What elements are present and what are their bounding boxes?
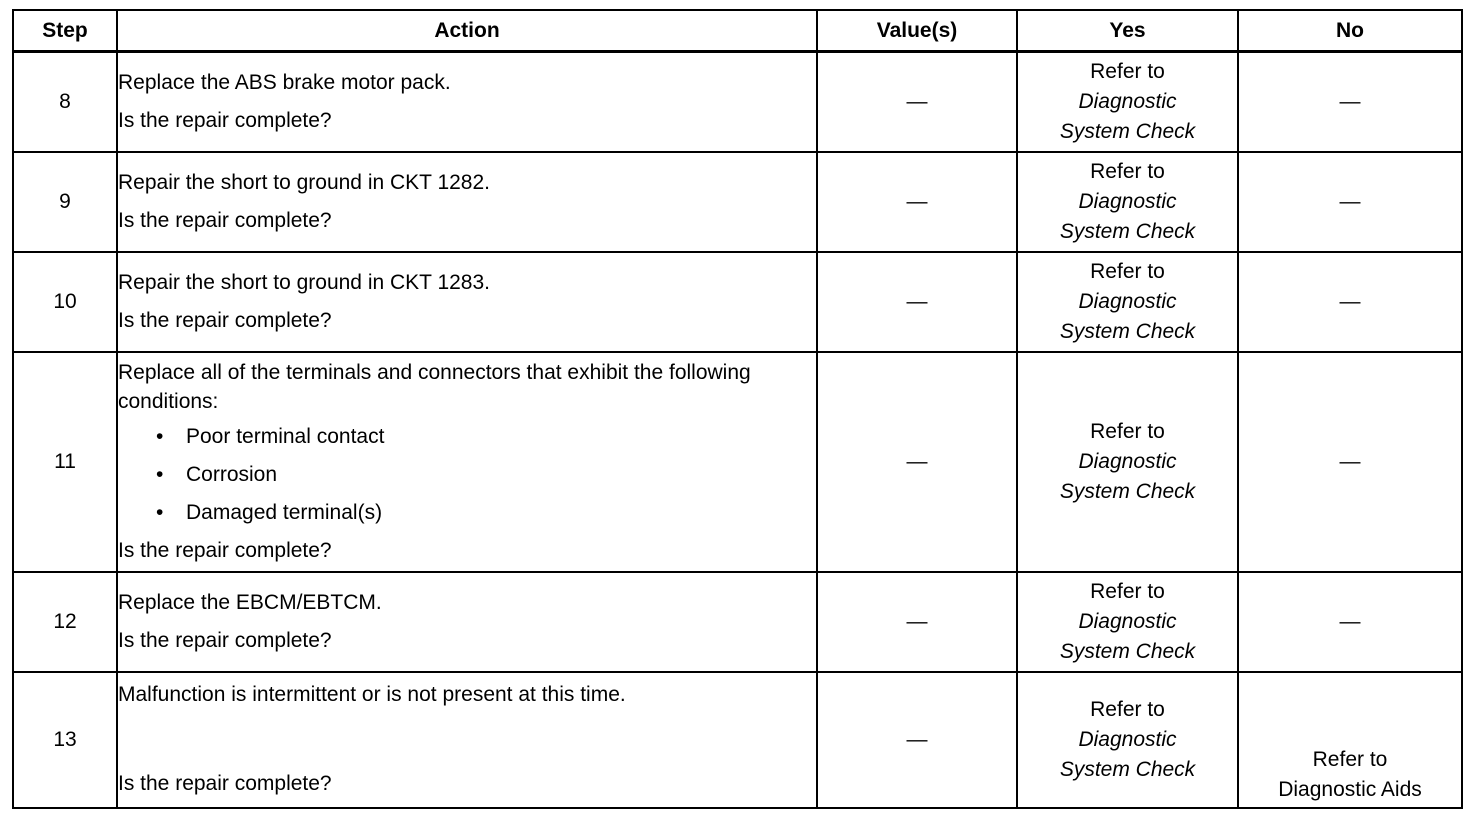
values-cell: —	[817, 52, 1017, 152]
table-body	[13, 52, 1462, 808]
yes-ref-line-2: System Check	[1059, 219, 1196, 243]
step-number: 11	[13, 352, 117, 572]
header-row	[13, 10, 1462, 52]
yes-ref-line-1: Diagnostic	[1078, 727, 1177, 751]
diagnostic-table	[12, 9, 1463, 809]
no-cell: —	[1238, 572, 1462, 672]
condition-list	[118, 422, 816, 528]
table-row	[13, 152, 1462, 252]
yes-ref-line-1: Diagnostic	[1078, 609, 1177, 633]
no-refer-to: Refer to	[1312, 747, 1388, 771]
yes-cell	[1017, 52, 1238, 152]
yes-ref-line-2: System Check	[1059, 319, 1196, 343]
yes-ref-line-2: System Check	[1059, 479, 1196, 503]
bullet-icon: •	[156, 500, 164, 524]
action-text: Replace the ABS brake motor pack.	[118, 70, 451, 94]
action-question: Is the repair complete?	[118, 108, 332, 132]
condition-label: Poor terminal contact	[186, 424, 385, 448]
header-yes: Yes	[1017, 10, 1238, 52]
action-question: Is the repair complete?	[118, 628, 332, 652]
yes-refer-to: Refer to	[1090, 419, 1165, 443]
action-cell	[117, 252, 817, 352]
header-values: Value(s)	[817, 10, 1017, 52]
table-row	[13, 672, 1462, 808]
header-action: Action	[117, 10, 817, 52]
step-number: 12	[13, 572, 117, 672]
yes-ref-line-1: Diagnostic	[1078, 189, 1177, 213]
yes-cell	[1017, 672, 1238, 808]
condition-label: Damaged terminal(s)	[186, 500, 383, 524]
step-number: 10	[13, 252, 117, 352]
action-cell	[117, 352, 817, 572]
no-cell: —	[1238, 52, 1462, 152]
yes-ref-line-1: Diagnostic	[1078, 289, 1177, 313]
values-cell: —	[817, 572, 1017, 672]
no-cell: —	[1238, 252, 1462, 352]
action-question: Is the repair complete?	[118, 308, 332, 332]
table-row	[13, 252, 1462, 352]
yes-refer-to: Refer to	[1090, 697, 1165, 721]
header-step: Step	[13, 10, 117, 52]
step-number: 9	[13, 152, 117, 252]
yes-ref-line-2: System Check	[1059, 639, 1196, 663]
action-text: Repair the short to ground in CKT 1282.	[118, 170, 491, 194]
action-spacer	[118, 710, 816, 769]
action-cell	[117, 572, 817, 672]
values-cell: —	[817, 352, 1017, 572]
yes-refer-to: Refer to	[1090, 579, 1165, 603]
action-question: Is the repair complete?	[118, 538, 332, 562]
yes-ref-line-1: Diagnostic	[1078, 449, 1177, 473]
action-question: Is the repair complete?	[118, 772, 332, 795]
table-row	[13, 352, 1462, 572]
bullet-icon: •	[156, 424, 164, 448]
yes-ref-line-2: System Check	[1059, 757, 1196, 781]
yes-refer-to: Refer to	[1090, 259, 1165, 283]
yes-refer-to: Refer to	[1090, 159, 1165, 183]
action-intro: Replace all of the terminals and connectors that exhibit the following conditions:	[118, 360, 751, 413]
action-text: Replace the EBCM/EBTCM.	[118, 590, 382, 614]
yes-cell	[1017, 352, 1238, 572]
values-cell: —	[817, 672, 1017, 808]
table-header	[13, 10, 1462, 52]
no-cell	[1238, 672, 1462, 808]
table-row	[13, 52, 1462, 152]
yes-ref-line-2: System Check	[1059, 119, 1196, 143]
no-cell: —	[1238, 352, 1462, 572]
list-item	[156, 460, 816, 490]
bullet-icon: •	[156, 462, 164, 486]
action-text: Repair the short to ground in CKT 1283.	[118, 270, 491, 294]
action-question: Is the repair complete?	[118, 208, 332, 232]
step-number: 8	[13, 52, 117, 152]
action-cell	[117, 672, 817, 808]
values-cell: —	[817, 252, 1017, 352]
action-text: Malfunction is intermittent or is not present at this time.	[118, 683, 626, 706]
yes-cell	[1017, 252, 1238, 352]
step-number: 13	[13, 672, 117, 808]
yes-refer-to: Refer to	[1090, 59, 1165, 83]
header-no: No	[1238, 10, 1462, 52]
values-cell: —	[817, 152, 1017, 252]
yes-cell	[1017, 152, 1238, 252]
list-item	[156, 498, 816, 528]
action-cell	[117, 52, 817, 152]
list-item	[156, 422, 816, 452]
yes-cell	[1017, 572, 1238, 672]
no-cell: —	[1238, 152, 1462, 252]
no-ref-line: Diagnostic Aids	[1278, 777, 1422, 801]
yes-ref-line-1: Diagnostic	[1078, 89, 1177, 113]
condition-label: Corrosion	[186, 462, 278, 486]
action-cell	[117, 152, 817, 252]
table-row	[13, 572, 1462, 672]
